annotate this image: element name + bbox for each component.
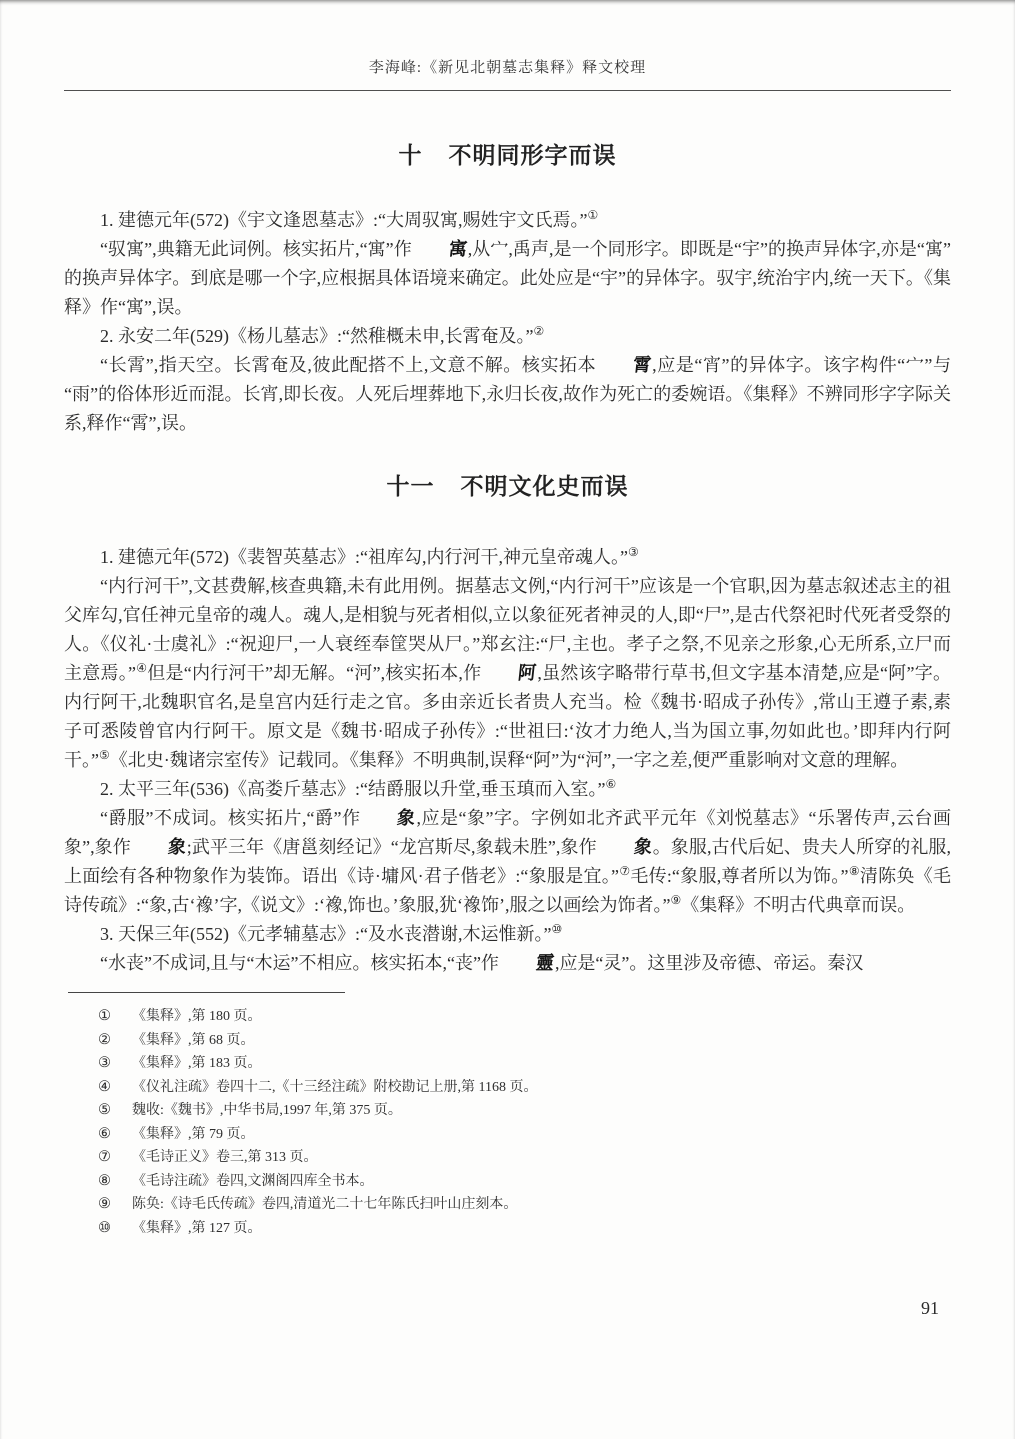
- footnote-number: ⑨: [98, 1196, 111, 1212]
- footnote-separator: [68, 992, 345, 993]
- text-run: ,虽然该字略带行草书,但文字基本清楚,应是“阿”字。内行阿干,北魏职官名,是皇宫内廷行走之官。多由亲近长者贵人充当。检《魏书·昭成子孙传》,常山王遵子素,素子可悉陵曾官内行阿干。原文是《魏书·昭成子孙传》:“世祖曰:‘汝才力绝人,当为国立事,勿如此也。’即拜内行阿干。”: [64, 663, 952, 770]
- footnote-number: ④: [98, 1078, 111, 1095]
- text-run: 2. 永安二年(529)《杨儿墓志》:“然稚概未申,长霄奄及。”: [100, 326, 534, 346]
- section-number: 十: [398, 142, 423, 168]
- footnote-row: [98, 1005, 951, 1029]
- paragraph: [64, 235, 951, 322]
- text-run: 3. 天保三年(552)《元孝辅墓志》:“及水丧潜谢,木运惟新。”: [100, 924, 552, 944]
- text-run: “内行河干”,文甚费解,核查典籍,未有此用例。据墓志文例,“内行河干”应该是一个官职,因为墓志叙述志主的祖父库勾,官任神元皇帝的魂人。魂人,是相貌与死者相似,立以象征死者神灵的人,即“尸”,是古代祭祀时代死者受祭的人。《仪礼·士虞礼》:“祝迎尸,一人衰绖奉筐哭从尸。”郑玄注:“尸,主也。孝子之祭,不见亲之形象,心无所系,立尸而主意焉。”: [64, 576, 951, 683]
- rubbing-glyph-image: 象: [166, 836, 187, 858]
- text-run: “爵服”不成词。核实拓片,“爵”作: [100, 808, 361, 828]
- text-run: 1. 建德元年(572)《宇文逢恩墓志》:“大周驭寓,赐姓宇文氏焉。”: [100, 210, 588, 230]
- footnote-number: ⑩: [98, 1219, 111, 1236]
- header-rule: [64, 90, 951, 91]
- section-heading-10: [64, 137, 951, 170]
- paragraph: [64, 322, 951, 351]
- footnote-ref: ⑧: [848, 864, 860, 878]
- paragraph: [64, 543, 951, 572]
- rubbing-glyph-image: 象: [632, 836, 653, 858]
- footnote-row: [98, 1076, 951, 1100]
- footnote-number: ⑥: [98, 1125, 111, 1142]
- footnote-text: 《毛诗注疏》卷四,文渊阁四库全书本。: [132, 1173, 374, 1189]
- footnote-row: [98, 1217, 951, 1241]
- text-run: “长霄”,指天空。长霄奄及,彼此配搭不上,文意不解。核实拓本: [100, 355, 597, 375]
- footnote-ref: ⑥: [605, 777, 617, 791]
- text-run: 但是“内行河干”却无解。“河”,核实拓本,作: [147, 663, 482, 683]
- footnote-text: 《集释》,第 68 页。: [132, 1032, 255, 1048]
- footnote-text: 《集释》,第 180 页。: [132, 1009, 262, 1024]
- section-title: 不明同形字而误: [448, 142, 617, 168]
- text-run: 《集释》不明古代典章而误。: [681, 895, 916, 915]
- text-run: ,应是“灵”。这里涉及帝德、帝运。秦汉: [554, 953, 864, 973]
- rubbing-glyph-image: 靈: [534, 952, 556, 974]
- footnote-row: [98, 1029, 951, 1053]
- rubbing-glyph-image: 㝢: [447, 238, 468, 260]
- rubbing-glyph-image: 霄: [632, 354, 653, 376]
- paragraph: [64, 206, 951, 235]
- text-run: ;武平三年《唐邕刻经记》“龙宫斯尽,象载未胜”,象作: [186, 837, 597, 857]
- footnote-number: ⑧: [98, 1172, 111, 1189]
- section-heading-11: [64, 468, 951, 501]
- footnote-row: [98, 1052, 951, 1076]
- rubbing-glyph-image: 阿: [517, 662, 538, 684]
- footnote-ref: ①: [587, 208, 599, 222]
- text-run: 。象服,古代后妃、贵夫人所穿的礼服,上面绘有各种物象作为装饰。语出《诗·墉风·君子偕老》:“象服是宜。”: [64, 837, 952, 886]
- footnote-number: ①: [98, 1008, 111, 1024]
- footnote-ref: ②: [533, 324, 545, 338]
- footnote-list: [64, 1005, 951, 1240]
- footnote-row: [98, 1193, 951, 1217]
- text-run: 2. 太平三年(536)《高娄斤墓志》:“结爵服以升堂,垂玉瑱而入室。”: [100, 779, 606, 799]
- footnote-number: ⑤: [98, 1102, 111, 1118]
- footnote-row: [98, 1170, 951, 1194]
- footnote-row: [98, 1123, 951, 1147]
- text-run: 1. 建德元年(572)《裴智英墓志》:“祖库勾,内行河干,神元皇帝魂人。”: [100, 547, 628, 567]
- footnote-ref: ④: [135, 661, 148, 675]
- footnote-text: 《毛诗正义》卷三,第 313 页。: [132, 1150, 318, 1165]
- footnote-number: ②: [98, 1031, 111, 1048]
- paragraph: [64, 920, 951, 949]
- footnote-text: 《集释》,第 183 页。: [132, 1056, 262, 1071]
- running-head: 李海峰:《新见北朝墓志集释》释文校理: [368, 60, 647, 76]
- paragraph: [64, 351, 951, 438]
- footnote-text: 《仪礼注疏》卷四十二,《十三经注疏》附校勘记上册,第 1168 页。: [132, 1079, 538, 1095]
- footnote-row: [98, 1146, 951, 1170]
- footnote-number: ③: [98, 1055, 111, 1071]
- footnote-ref: ③: [627, 545, 639, 559]
- footnote-ref: ⑩: [551, 922, 563, 936]
- footnote-number: ⑦: [98, 1149, 111, 1165]
- section-title: 不明文化史而误: [460, 473, 629, 499]
- text-run: ,从宀,禹声,是一个同形字。即既是“宇”的换声异体字,亦是“寓”的换声异体字。到底是哪一个字,应根据具体语境来确定。此处应是“宇”的异体字。驭宇,统治宇内,统一天下。《集释》作“寓”,误。: [64, 239, 951, 317]
- text-run: ,应是“象”字。字例如北齐武平元年《刘悦墓志》“乐署传声,云台画象”,象作: [64, 808, 951, 857]
- footnote-text: 魏收:《魏书》,中华书局,1997 年,第 375 页。: [132, 1103, 402, 1118]
- text-run: “驭寓”,典籍无此词例。核实拓片,“寓”作: [100, 239, 412, 259]
- text-run: 《北史·魏诸宗室传》记载同。《集释》不明典制,误释“阿”为“河”,一字之差,便严重影响对文意的理解。: [109, 750, 909, 770]
- footnote-row: [98, 1099, 951, 1123]
- rubbing-glyph-image: 象: [396, 807, 417, 829]
- text-run: ,应是“宵”的异体字。该字构件“宀”与“雨”的俗体形近而混。长宵,即长夜。人死后埋葬地下,永归长夜,故作为死亡的委婉语。《集释》不辨同形字字际关系,释作“霄”,误。: [64, 355, 951, 433]
- paragraph: [64, 572, 951, 775]
- section-number: 十一: [386, 473, 435, 499]
- footnote-text: 《集释》,第 127 页。: [132, 1220, 262, 1236]
- footnote-text: 《集释》,第 79 页。: [132, 1126, 255, 1142]
- text-run: 毛传:“象服,尊者所以为饰。”: [630, 866, 849, 886]
- footnote-ref: ⑦: [619, 864, 631, 878]
- paragraph: [64, 949, 951, 978]
- text-run: “水丧”不成词,且与“木运”不相应。核实拓本,“丧”作: [100, 953, 499, 973]
- footnote-ref: ⑨: [670, 893, 682, 907]
- paragraph: [64, 804, 951, 920]
- page-number: 91: [921, 1298, 939, 1318]
- text-run: 清陈奂《毛诗传疏》:“象,古‘襐’字,《说文》:‘襐,饰也。’象服,犹‘襐饰’,服之以画绘为饰者。”: [64, 866, 951, 915]
- footnote-ref: ⑤: [99, 748, 110, 762]
- footnote-text: 陈奂:《诗毛氏传疏》卷四,清道光二十七年陈氏扫叶山庄刻本。: [132, 1197, 518, 1212]
- paragraph: [64, 775, 951, 804]
